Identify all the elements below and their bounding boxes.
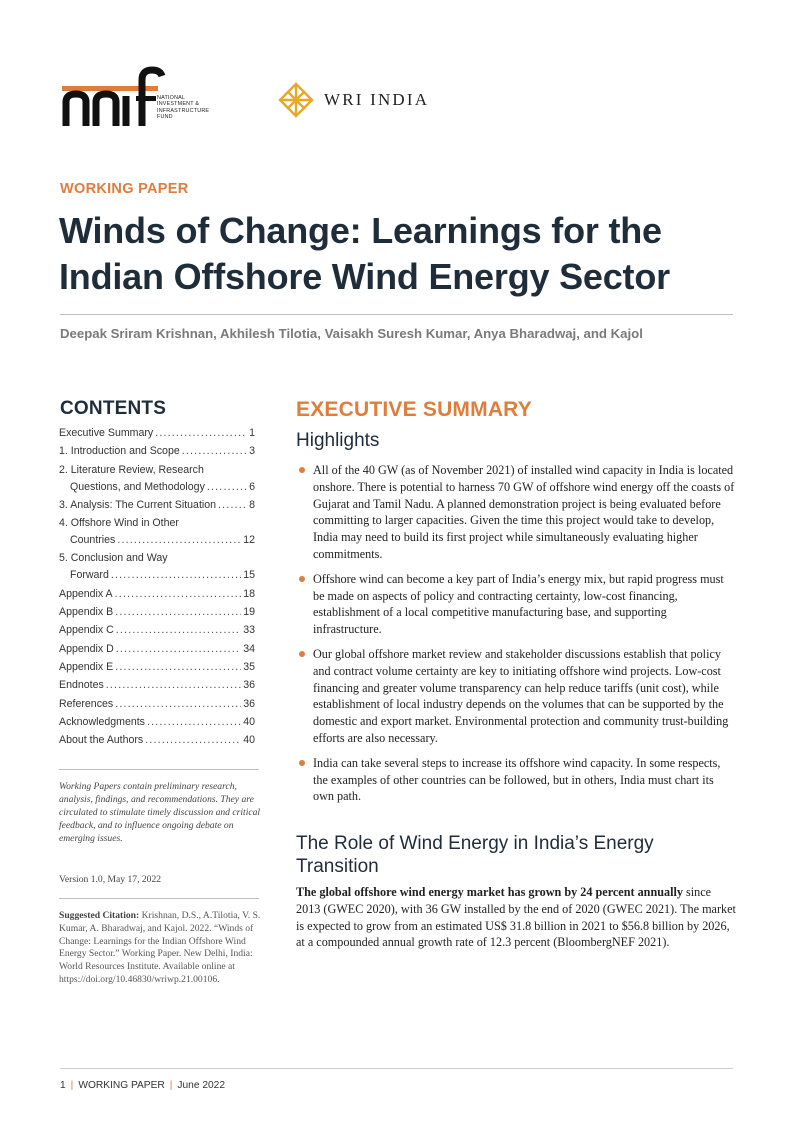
toc-item-label: Appendix C — [59, 624, 114, 637]
list-item: All of the 40 GW (as of November 2021) of installed wind capacity in India is located onshore. There is potential to harness 70 GW of offshore wind energy off the coasts of Gujarat and Tamil Nadu. A planned demonstration project is being evaluated before committing to larger capacities. Given the time this project would take to develop, India may need to build its first project while simultaneously evaluating higher commitments. — [296, 462, 736, 563]
list-item: Our global offshore market review and stakeholder discussions establish that policy and contract volume certainty are key to initiating offshore wind projects. Low-cost financing and greater volume transparency can help reduce tariffs (unit cost), while establishment of local industry depends on the volumes that can be supported by the domestic and export market. Environmental protection and community trust-building efforts are also necessary. — [296, 646, 736, 747]
niif-line: FUND — [157, 114, 173, 121]
toc-page: 40 — [243, 715, 255, 728]
toc-leader — [182, 445, 247, 457]
toc-page: 15 — [243, 569, 255, 582]
toc-item-label: Endnotes — [59, 679, 104, 692]
toc-leader — [145, 734, 241, 746]
toc-item[interactable] — [59, 588, 255, 606]
toc-item-label: References — [59, 697, 114, 710]
toc-item[interactable] — [59, 552, 255, 569]
toc-item-label: Acknowledgments — [59, 715, 145, 728]
toc-item[interactable] — [59, 464, 255, 481]
toc-item-label: Appendix D — [59, 642, 114, 655]
highlights-list — [296, 462, 736, 813]
working-paper-note: Working Papers contain preliminary research, analysis, findings, and recommendations. They are circulated to stimulate timely discussion and critical feedback, and to influence ongoing debate on emerging issues. — [59, 781, 261, 844]
toc-leader — [155, 427, 247, 439]
toc-leader — [115, 698, 241, 710]
toc-item-label: 3. Analysis: The Current Situation — [59, 498, 217, 511]
section-heading: The Role of Wind Energy in India’s Energy Transition — [296, 833, 654, 877]
toc-item[interactable] — [59, 606, 255, 624]
toc-item[interactable] — [59, 427, 255, 445]
toc-item-label: Appendix E — [59, 660, 114, 673]
toc-item-label: Forward — [70, 569, 109, 582]
toc-page: 33 — [243, 624, 255, 637]
footer-separator: | — [70, 1080, 74, 1091]
toc-item[interactable] — [59, 534, 255, 552]
lead-text: The global offshore wind energy market has grown by 24 percent annually — [296, 885, 683, 899]
toc-item-label: Appendix A — [59, 587, 113, 600]
niif-logo-icon — [60, 66, 172, 128]
footer-separator: | — [169, 1080, 173, 1091]
divider — [59, 769, 259, 770]
toc-page: 3 — [249, 445, 255, 458]
toc-page: 35 — [243, 660, 255, 673]
toc-item[interactable] — [59, 734, 255, 752]
executive-summary-heading: EXECUTIVE SUMMARY — [296, 398, 532, 421]
toc-leader — [115, 588, 242, 600]
authors: Deepak Sriram Krishnan, Akhilesh Tilotia, Vaisakh Suresh Kumar, Anya Bharadwaj, and Kajol — [60, 326, 643, 341]
toc-page: 12 — [243, 534, 255, 547]
toc-item-label: Appendix B — [59, 606, 114, 619]
toc-item[interactable] — [59, 624, 255, 642]
toc-item-label: 5. Conclusion and Way — [59, 552, 168, 565]
contents-heading: CONTENTS — [60, 398, 167, 419]
toc-item[interactable] — [59, 481, 255, 499]
toc-page: 19 — [243, 606, 255, 619]
toc-page: 8 — [249, 498, 255, 511]
toc-leader — [115, 606, 241, 618]
toc-leader — [207, 481, 247, 493]
body-text: since 2013 (GWEC 2020), with 36 GW installed by the end of 2020 (GWEC 2021). The market is expected to grow from an estimated US$ 31.8 billion in 2021 to $56.8 billion by 2026, at a compounded annual growth rate of 12.3 percent (BloombergNEF 2021). — [296, 885, 736, 950]
niif-line: INFRASTRUCTURE — [157, 107, 210, 114]
divider — [59, 898, 259, 899]
toc-leader — [111, 569, 241, 581]
citation-label: Suggested Citation: — [59, 910, 140, 921]
toc-item[interactable] — [59, 661, 255, 679]
toc-leader — [115, 661, 241, 673]
niif-line: INVESTMENT & — [157, 101, 200, 108]
footer-date: June 2022 — [177, 1080, 225, 1091]
toc-item-label: 2. Literature Review, Research — [59, 463, 204, 476]
niif-name — [157, 95, 209, 121]
toc-page: 6 — [249, 480, 255, 493]
toc-page: 36 — [243, 697, 255, 710]
page-number: 1 — [60, 1080, 66, 1091]
version: Version 1.0, May 17, 2022 — [59, 874, 162, 885]
toc-item-label: 1. Introduction and Scope — [59, 445, 180, 458]
toc-item[interactable] — [59, 698, 255, 716]
divider — [60, 314, 733, 315]
toc-leader — [117, 534, 241, 546]
toc-page: 1 — [249, 427, 255, 439]
toc-page: 34 — [243, 642, 255, 655]
toc-page: 18 — [243, 587, 255, 600]
toc-item[interactable] — [59, 499, 255, 517]
page-title: Winds of Change: Learnings for the Indian Offshore Wind Energy Sector — [59, 210, 670, 297]
toc-leader — [116, 624, 241, 636]
footer — [60, 1080, 225, 1091]
toc-item-label: About the Authors — [59, 734, 144, 747]
document-type: WORKING PAPER — [60, 181, 189, 197]
suggested-citation — [59, 910, 264, 987]
toc-item[interactable] — [59, 569, 255, 587]
toc-leader — [218, 499, 247, 511]
toc-item[interactable] — [59, 643, 255, 661]
footer-label: WORKING PAPER — [78, 1080, 165, 1091]
toc-item-label: Executive Summary — [59, 427, 154, 439]
wri-name: WRI INDIA — [324, 90, 430, 109]
table-of-contents — [59, 427, 255, 752]
wri-logo-icon — [278, 82, 314, 118]
toc-leader — [147, 716, 241, 728]
highlights-heading: Highlights — [296, 430, 380, 451]
toc-item[interactable] — [59, 679, 255, 697]
body-paragraph — [296, 884, 736, 951]
list-item: Offshore wind can become a key part of India’s energy mix, but rapid progress must be made on aspects of policy and contracting certainty, low-cost financing, establishment of a local competitive manufacturing base, and supporting infrastructure. — [296, 571, 736, 638]
toc-item-label: 4. Offshore Wind in Other — [59, 517, 179, 530]
toc-item[interactable] — [59, 517, 255, 534]
toc-leader — [116, 643, 241, 655]
toc-item[interactable] — [59, 716, 255, 734]
toc-item[interactable] — [59, 445, 255, 463]
toc-page: 40 — [243, 734, 255, 747]
niif-line: NATIONAL — [157, 95, 186, 101]
list-item: India can take several steps to increase its offshore wind capacity. In some respects, the examples of other countries can be followed, but in others, India must chart its own path. — [296, 755, 736, 805]
footer-divider — [60, 1068, 733, 1069]
toc-item-label: Countries — [70, 534, 116, 547]
logo-bar — [60, 62, 480, 132]
toc-page: 36 — [243, 679, 255, 692]
toc-leader — [106, 679, 241, 691]
toc-item-label: Questions, and Methodology — [70, 480, 205, 493]
citation-text: Krishnan, D.S., A.Tilotia, V. S. Kumar, A. Bharadwaj, and Kajol. 2022. “Winds of Change: Learnings for the Indian Offshore Wind Energy Sector.” Working Paper. New Delhi, India: World Resources Institute. Available online at https://doi.org/10.46830/wriwp.21.00106. — [59, 910, 261, 985]
